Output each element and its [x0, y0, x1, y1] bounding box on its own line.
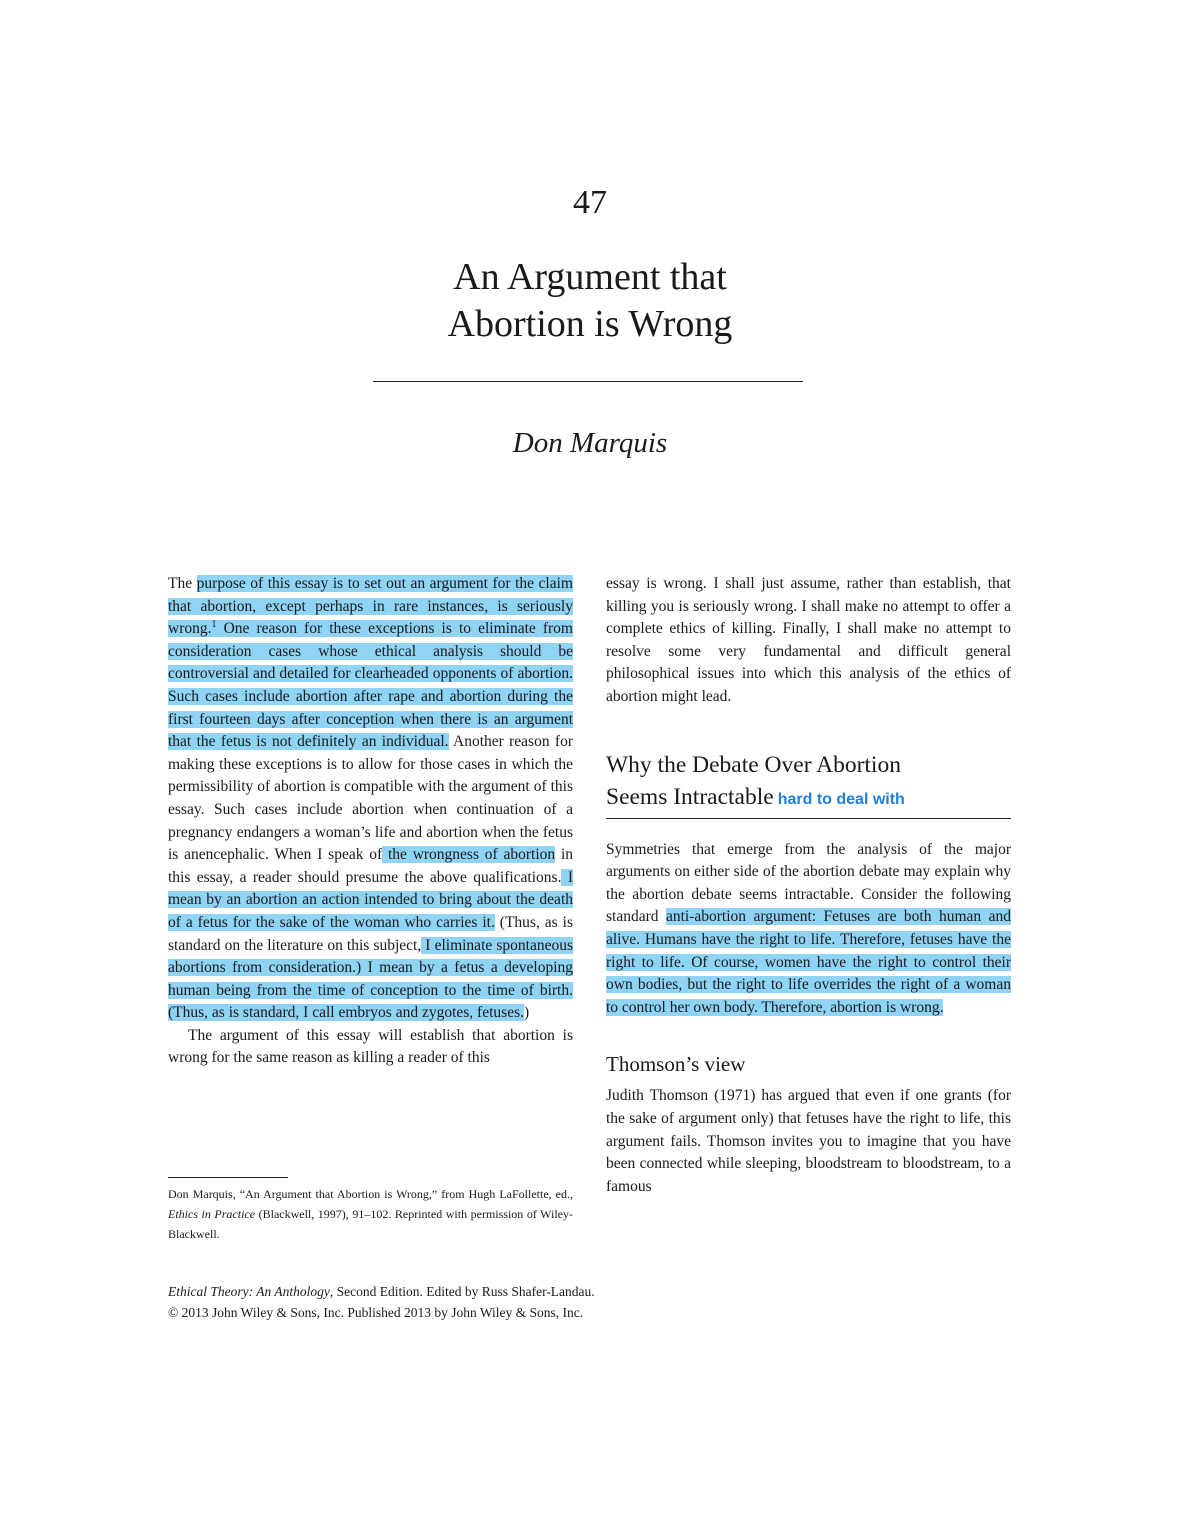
- text-span: (Thus, as is standard on the literature on this subject,: [168, 913, 573, 954]
- copyright-line: © 2013 John Wiley & Sons, Inc. Published 2013 by John Wiley & Sons, Inc.: [168, 1305, 584, 1320]
- book-title: Ethical Theory: An Anthology: [168, 1284, 330, 1299]
- text-span: The: [168, 575, 197, 592]
- body-paragraph[interactable]: Judith Thomson (1971) has argued that even if one grants (for the sake of argument only) that fetuses have the right to life, this argument fails. Thomson invites you to imagine that you have been connected while sleeping, bloodstream to bloodstream, to a famous: [606, 1087, 1011, 1195]
- section-divider: [606, 818, 1011, 819]
- body-paragraph[interactable]: essay is wrong. I shall just assume, rather than establish, that killing you is seriously wrong. I shall make no attempt to offer a complete ethics of killing. Finally, I shall make no attempt to resolve some very fundamental and difficult general philosophical issues into which this analysis of the ethics of abortion might lead.: [606, 575, 1011, 705]
- chapter-number: 47: [573, 184, 607, 221]
- highlight-content: purpose of this essay is to set out an argument for the claim that abortion, except perhaps in rare instances, is seriously wrong.: [168, 575, 573, 638]
- title-line-1: An Argument that: [453, 256, 727, 298]
- section-heading-line-1: Why the Debate Over Abortion: [606, 751, 901, 778]
- section-heading-line-2: Seems Intractable: [606, 783, 774, 810]
- body-paragraph[interactable]: The argument of this essay will establish that abortion is wrong for the same reason as killing a reader of this: [168, 1026, 573, 1067]
- footnote-divider: [168, 1177, 288, 1178]
- book-citation: [168, 1281, 868, 1302]
- footnote-text: Don Marquis, “An Argument that Abortion is Wrong,” from Hugh LaFollette, ed.,: [168, 1187, 573, 1201]
- footnote-book-title: Ethics in Practice: [168, 1207, 256, 1221]
- edition-text: , Second Edition. Edited by Russ Shafer-Landau.: [329, 1284, 595, 1299]
- subsection-heading: Thomson’s view: [606, 1052, 746, 1077]
- intro-paragraph[interactable]: [168, 573, 573, 1025]
- highlighted-text[interactable]: the wrongness of abortion: [382, 846, 556, 864]
- left-column: [168, 573, 573, 1070]
- title-line-2: Abortion is Wrong: [447, 303, 733, 345]
- margin-annotation[interactable]: hard to deal with: [777, 790, 905, 808]
- text-span: Another reason for making these exceptions is to allow for those cases in which the permissibility of abortion is compatible with the argument of this essay. Such cases include abortion when continuation of a pregnancy endangers a woman’s life and abortion when the fetus is anencephalic. When I speak of: [168, 733, 573, 864]
- publisher-info: [168, 1281, 868, 1323]
- source-footnote: [168, 1184, 573, 1244]
- highlighted-text[interactable]: anti-abortion argument: Fetuses are both human and alive. Humans have the right to life. Therefore, fetuses have the right to life. Of course, women have the right to control their own bodies, but the right to life overrides the right of a woman to control her own body. Therefore, abortion is wrong.: [606, 908, 1011, 1016]
- highlighted-text[interactable]: [168, 575, 573, 750]
- text-span: Symmetries that emerge from the analysis of the major arguments on either side of the abortion debate may explain why the abortion debate seems intractable. Consider the following standard: [606, 840, 1011, 926]
- right-column: [606, 573, 1011, 1198]
- author-name: Don Marquis: [512, 427, 668, 459]
- highlight-content: One reason for these exceptions is to eliminate from consideration cases whose ethical analysis should be controversial and detailed for clearheaded opponents of abortion. Such cases include abortion after rape and abortion during the first fourteen days after conception when there is an argument that the fetus is not definitely an individual.: [168, 620, 573, 751]
- highlighted-text[interactable]: ) I mean by a fetus a developing human being from the time of conception to the time of birth. (Thus, as is standard, I call embryos and zygotes, fetuses.: [168, 959, 573, 1022]
- footnote-marker[interactable]: 1: [211, 619, 217, 631]
- highlighted-text[interactable]: I mean by an abortion an action intended to bring about the death of a fetus for the sake of the woman who carries it.: [168, 868, 573, 931]
- text-span: ): [523, 1004, 530, 1022]
- body-paragraph[interactable]: [606, 839, 1011, 1020]
- section-heading: [606, 749, 1011, 816]
- article-title: [0, 254, 1180, 348]
- text-span: in this essay, a reader should presume the above qualifications.: [168, 846, 574, 886]
- highlighted-text[interactable]: I eliminate spontaneous abortions from consideration.: [168, 936, 573, 977]
- footnote-text: (Blackwell, 1997), 91–102. Reprinted with permission of Wiley-Blackwell.: [168, 1207, 573, 1241]
- title-divider: [373, 381, 803, 382]
